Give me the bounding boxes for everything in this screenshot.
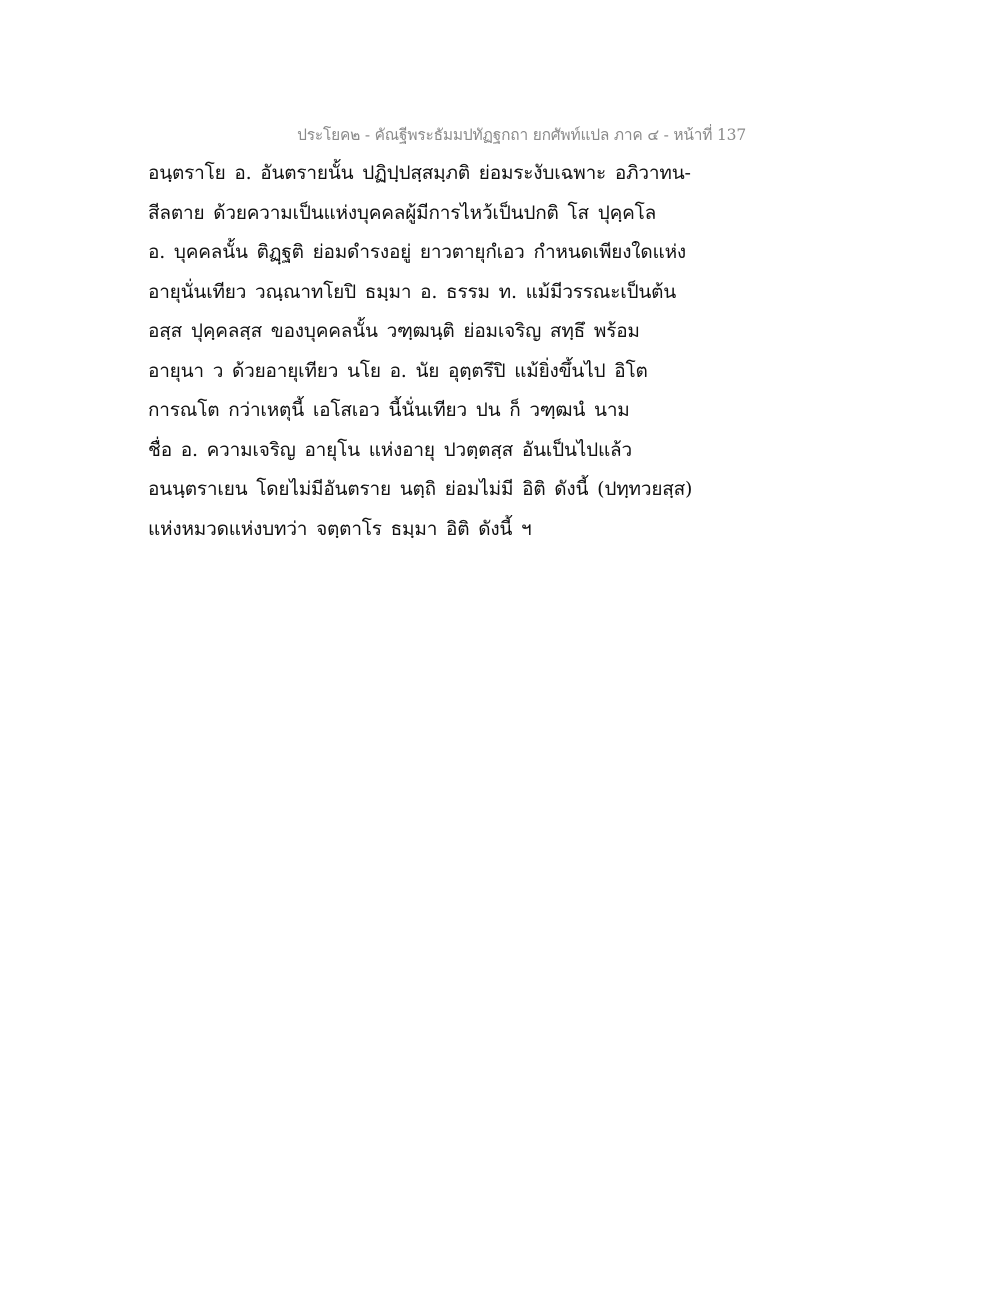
text-line: อ. บุคคลนั้น ติฏฺฐติ ย่อมดำรงอยู่ ยาวตายุกํเอว กำหนดเพียงใดแห่ง (148, 241, 686, 263)
body-text (148, 158, 728, 553)
text-line: ชื่อ อ. ความเจริญ อายุโน แห่งอายุ ปวตฺตสฺส อันเป็นไปแล้ว (148, 438, 632, 461)
running-header: ประโยค๒ - คัณฐีพระธัมมปทัฏฐกถา ยกศัพท์แปล ภาค ๔ - หน้าที่ 137 (297, 126, 746, 144)
text-line: การณโต กว่าเหตุนี้ เอโสเอว นี้นั่นเทียว ปน ก็ วฑฺฒนํ นาม (148, 399, 630, 421)
text-line: อายุนั่นเทียว วณฺณาทโยปิ ธมฺมา อ. ธรรม ท. แม้มีวรรณะเป็นต้น (148, 280, 677, 303)
text-line: อนนฺตราเยน โดยไม่มีอันตราย นตฺถิ ย่อมไม่มี อิติ ดังนี้ (ปทฺทวยสฺส) (148, 478, 693, 500)
text-line: อนฺตราโย อ. อันตรายนั้น ปฏิปฺปสฺสมฺภติ ย่อมระงับเฉพาะ อภิวาทน- (148, 162, 691, 184)
text-line: อสฺส ปุคฺคลสฺส ของบุคคลนั้น วฑฺฒนฺติ ย่อมเจริญ สทฺธึ พร้อม (148, 320, 640, 342)
text-line: อายุนา ว ด้วยอายุเทียว นโย อ. นัย อุตฺตรึปิ แม้ยิ่งขึ้นไป อิโต (148, 359, 648, 382)
text-line: แห่งหมวดแห่งบทว่า จตฺตาโร ธมฺมา อิติ ดังนี้ ฯ (148, 517, 532, 540)
text-line: สีลตาย ด้วยความเป็นแห่งบุคคลผู้มีการไหว้เป็นปกติ โส ปุคฺคโล (148, 201, 657, 224)
